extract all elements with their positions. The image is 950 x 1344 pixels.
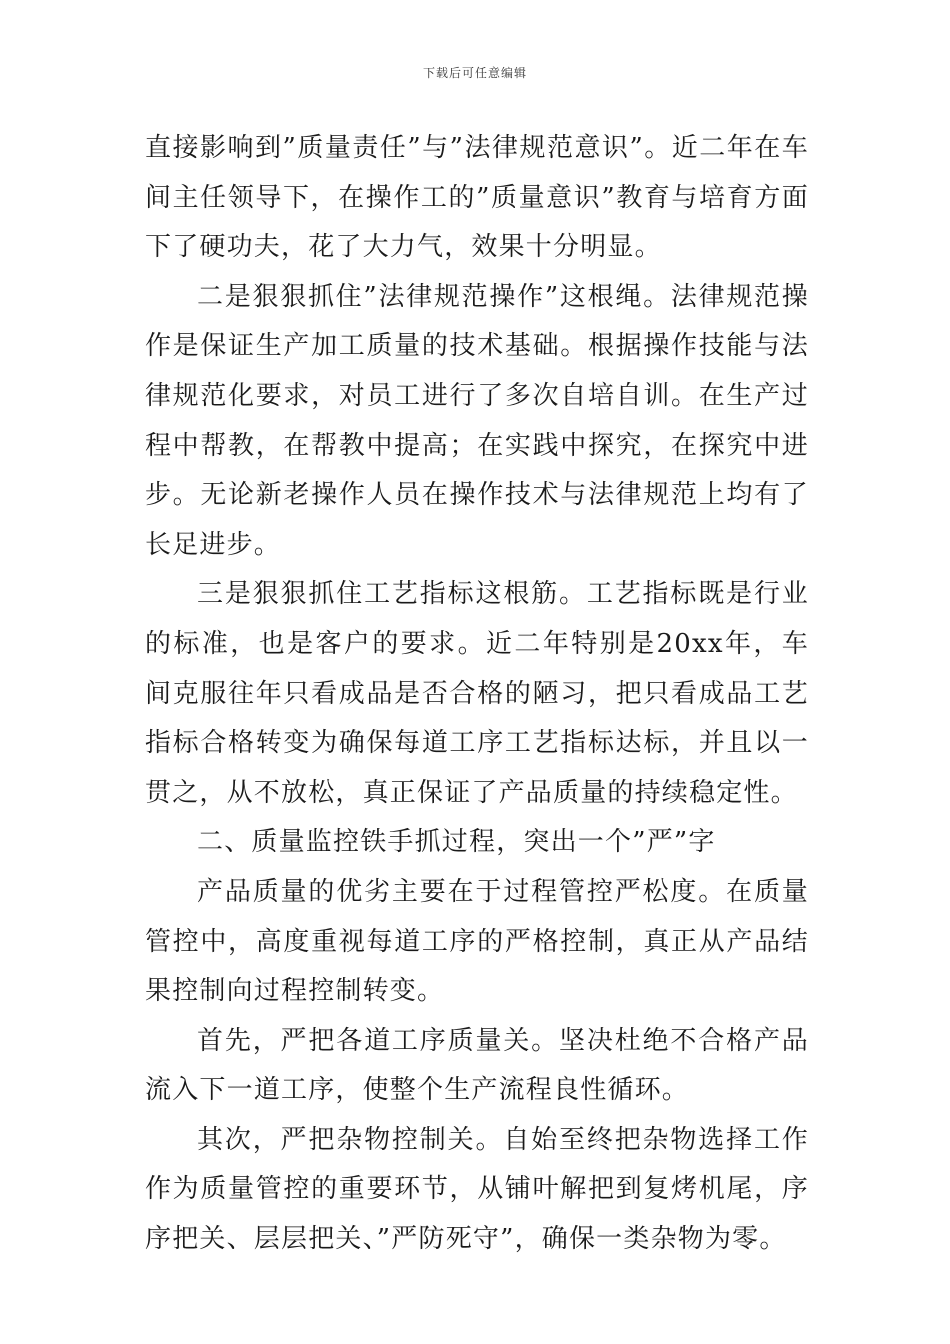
paragraph-6: 其次，严把杂物控制关。自始至终把杂物选择工作作为质量管控的重要环节，从铺叶解把到复烤机尾，序序把关、层层把关、”严防死守”，确保一类杂物为零。 [145, 1124, 809, 1255]
paragraph-4: 产品质量的优劣主要在于过程管控严松度。在质量管控中，高度重视每道工序的严格控制，真正从产品结果控制向过程控制转变。 [145, 876, 809, 1007]
paragraph-5: 首先，严把各道工序质量关。坚决杜绝不合格产品流入下一道工序，使整个生产流程良性循环。 [145, 1025, 809, 1106]
document-body [145, 124, 809, 1265]
section-heading: 二、质量监控铁手抓过程，突出一个”严”字 [197, 827, 716, 858]
paragraph-3: 三是狠狠抓住工艺指标这根筋。工艺指标既是行业的标准，也是客户的要求。近二年特别是20xx年，车间克服往年只看成品是否合格的陋习，把只看成品工艺指标合格转变为确保每道工序工艺指标达标，并且以一贯之，从不放松，真正保证了产品质量的持续稳定性。 [145, 579, 809, 808]
paragraph-1: 直接影响到”质量责任”与”法律规范意识”。近二年在车间主任领导下，在操作工的”质量意识”教育与培育方面下了硬功夫，花了大力气，效果十分明显。 [145, 133, 809, 263]
paragraph-2: 二是狠狠抓住”法律规范操作”这根绳。法律规范操作是保证生产加工质量的技术基础。根据操作技能与法律规范化要求，对员工进行了多次自培自训。在生产过程中帮教，在帮教中提高；在实践中探究，在探究中进步。无论新老操作人员在操作技术与法律规范上均有了长足进步。 [145, 281, 809, 560]
page-header-note: 下载后可任意编辑 [422, 66, 527, 80]
